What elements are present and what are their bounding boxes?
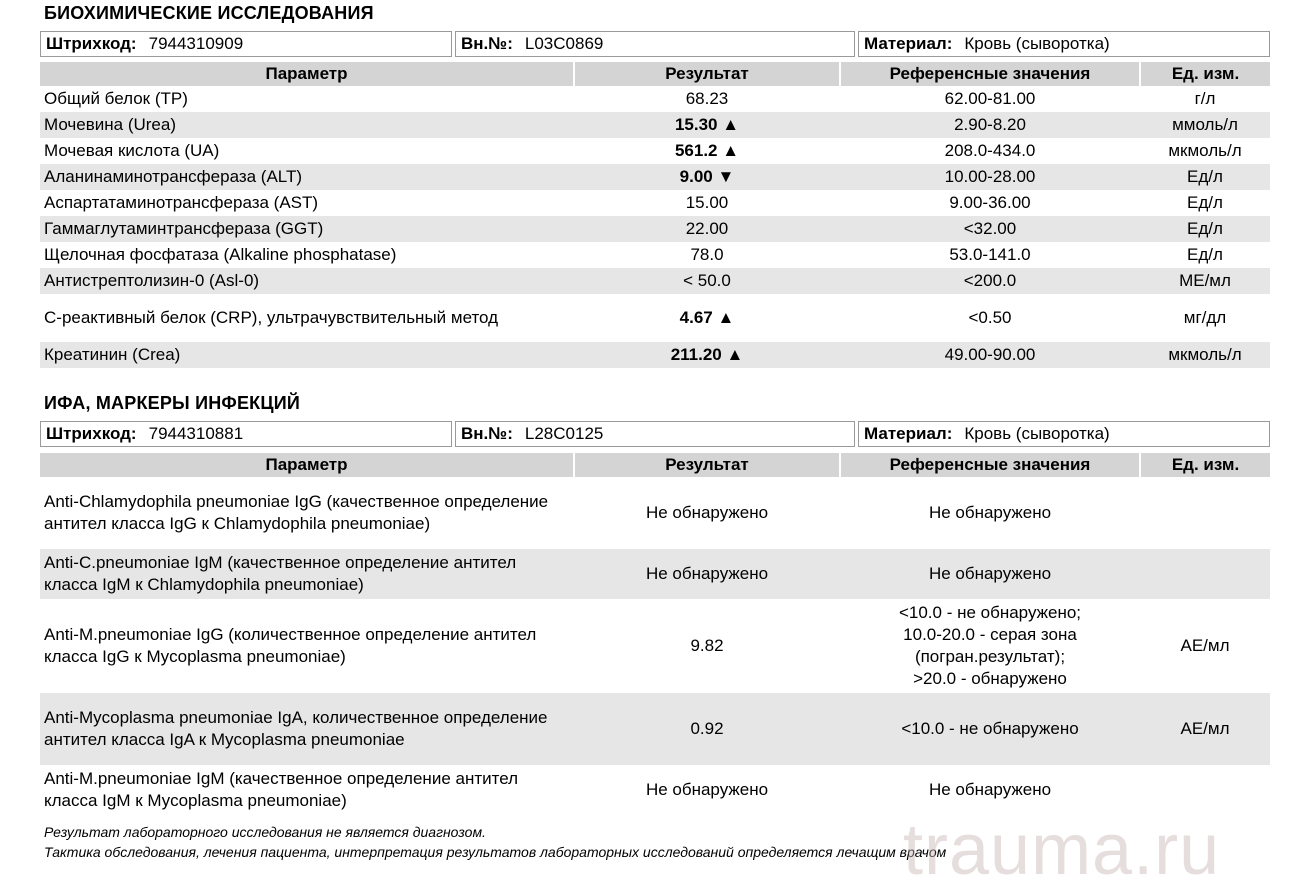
header-result: Результат	[574, 62, 840, 86]
result-cell: 22.00	[574, 216, 840, 242]
header-unit: Ед. изм.	[1140, 62, 1270, 86]
material-label: Материал:	[864, 34, 953, 53]
param-cell: Anti-Chlamydophila pneumoniae IgG (качественное определение антител класса IgG к Chlamydophila pneumoniae)	[44, 492, 549, 533]
result-cell: 211.20 ▲	[574, 342, 840, 368]
biochem-table	[40, 62, 1270, 368]
table-row	[40, 599, 1270, 693]
unit-cell: МЕ/мл	[1140, 268, 1270, 294]
param-cell: Anti-C.pneumoniae IgM (качественное определение антител класса IgM к Chlamydophila pneumoniae)	[40, 549, 574, 599]
table-row	[40, 693, 1270, 765]
unit-cell: мкмоль/л	[1168, 141, 1242, 160]
unit-cell: ммоль/л	[1140, 112, 1270, 138]
disclaimer-note-2: Тактика обследования, лечения пациента, интерпретация результатов лабораторных исследований определяется лечащим врачом	[44, 844, 947, 860]
unit-cell: Ед/л	[1140, 216, 1270, 242]
header-result: Результат	[574, 453, 840, 477]
table-header-row	[40, 453, 1270, 477]
biochem-table-body	[40, 86, 1270, 368]
param-cell: Общий белок (TP)	[44, 89, 188, 108]
barcode-label: Штрихкод:	[46, 424, 137, 443]
barcode-box-biochem	[40, 31, 452, 57]
param-cell: Аланинаминотрансфераза (ALT)	[40, 164, 574, 190]
table-row	[40, 216, 1270, 242]
table-row	[40, 242, 1270, 268]
header-ref: Референсные значения	[840, 453, 1140, 477]
table-row	[40, 268, 1270, 294]
infections-table-body	[40, 477, 1270, 815]
header-unit: Ед. изм.	[1140, 453, 1270, 477]
barcode-value: 7944310909	[148, 34, 244, 53]
ref-cell: <10.0 - не обнаружено	[840, 693, 1140, 765]
result-cell: < 50.0	[574, 268, 840, 294]
param-cell: Anti-Mycoplasma pneumoniae IgA, количественное определение антител класса IgA к Mycoplasma pneumoniae	[40, 693, 574, 765]
unit-cell	[1140, 765, 1270, 815]
barcode-box-infections	[40, 421, 452, 447]
param-cell: Мочевина (Urea)	[40, 112, 574, 138]
material-box-biochem	[858, 31, 1270, 57]
result-cell: 68.23	[685, 89, 729, 108]
result-cell: 9.82	[690, 636, 724, 655]
result-cell: 9.00 ▼	[574, 164, 840, 190]
inner-no-value: L03C0869	[524, 34, 604, 53]
material-label: Материал:	[864, 424, 953, 443]
ref-cell: <32.00	[840, 216, 1140, 242]
unit-cell: АЕ/мл	[1140, 693, 1270, 765]
param-cell: Гаммаглутаминтрансфераза (GGT)	[40, 216, 574, 242]
table-row	[40, 164, 1270, 190]
unit-cell: Ед/л	[1187, 245, 1223, 264]
table-row	[40, 342, 1270, 368]
header-param: Параметр	[40, 453, 574, 477]
barcode-value: 7944310881	[148, 424, 244, 443]
ref-cell: Не обнаружено	[928, 503, 1052, 522]
infections-table	[40, 453, 1270, 815]
table-header-row	[40, 62, 1270, 86]
param-cell: Мочевая кислота (UA)	[44, 141, 220, 160]
section-title-infections: ИФА, МАРКЕРЫ ИНФЕКЦИЙ	[44, 393, 300, 413]
ref-cell: 2.90-8.20	[840, 112, 1140, 138]
watermark: trauma.ru	[903, 810, 1221, 890]
result-cell: 561.2 ▲	[674, 141, 740, 160]
ref-cell: 208.0-434.0	[944, 141, 1036, 160]
inner-no-label: Вн.№:	[461, 34, 513, 53]
result-cell: 15.30 ▲	[574, 112, 840, 138]
unit-cell: мкмоль/л	[1140, 342, 1270, 368]
inner-no-label: Вн.№:	[461, 424, 513, 443]
unit-cell	[1140, 477, 1270, 549]
param-cell: Антистрептолизин-0 (Asl-0)	[40, 268, 574, 294]
result-cell: 78.0	[690, 245, 724, 264]
result-cell: 15.00	[685, 193, 729, 212]
unit-cell	[1140, 549, 1270, 599]
result-cell: 0.92	[574, 693, 840, 765]
ref-cell: 53.0-141.0	[949, 245, 1031, 264]
ref-cell: <10.0 - не обнаружено; 10.0-20.0 - серая зона (погран.результат); >20.0 - обнаружено	[898, 603, 1082, 688]
unit-cell: Ед/л	[1140, 164, 1270, 190]
unit-cell: Ед/л	[1187, 193, 1223, 212]
param-cell: Креатинин (Crea)	[40, 342, 574, 368]
material-value: Кровь (сыворотка)	[964, 424, 1110, 443]
unit-cell: г/л	[1194, 89, 1216, 108]
material-box-infections	[858, 421, 1270, 447]
unit-cell: АЕ/мл	[1180, 636, 1230, 655]
material-value: Кровь (сыворотка)	[964, 34, 1110, 53]
inner-no-box-biochem	[455, 31, 855, 57]
result-cell: 4.67 ▲	[679, 308, 735, 327]
ref-cell: <0.50	[968, 308, 1012, 327]
ref-cell: 62.00-81.00	[944, 89, 1036, 108]
table-row	[40, 190, 1270, 216]
result-cell: Не обнаружено	[645, 780, 769, 799]
inner-no-box-infections	[455, 421, 855, 447]
ref-cell: Не обнаружено	[840, 549, 1140, 599]
param-cell: Щелочная фосфатаза (Alkaline phosphatase)	[44, 245, 397, 264]
unit-cell: мг/дл	[1183, 308, 1227, 327]
table-row	[40, 138, 1270, 164]
result-cell: Не обнаружено	[574, 549, 840, 599]
header-param: Параметр	[40, 62, 574, 86]
ref-cell: <200.0	[840, 268, 1140, 294]
param-cell: C-реактивный белок (CRP), ультрачувствительный метод	[44, 308, 499, 327]
table-row	[40, 477, 1270, 549]
table-row	[40, 294, 1270, 342]
result-cell: Не обнаружено	[645, 503, 769, 522]
ref-cell: 10.00-28.00	[840, 164, 1140, 190]
ref-cell: 49.00-90.00	[840, 342, 1140, 368]
param-cell: Аспартатаминотрансфераза (AST)	[44, 193, 319, 212]
header-ref: Референсные значения	[840, 62, 1140, 86]
barcode-label: Штрихкод:	[46, 34, 137, 53]
table-row	[40, 765, 1270, 815]
param-cell: Anti-M.pneumoniae IgG (количественное определение антител класса IgG к Mycoplasma pneumoniae)	[44, 625, 537, 666]
table-row	[40, 549, 1270, 599]
param-cell: Anti-M.pneumoniae IgM (качественное определение антител класса IgM к Mycoplasma pneumoniae)	[44, 769, 519, 810]
ref-cell: Не обнаружено	[928, 780, 1052, 799]
ref-cell: 9.00-36.00	[949, 193, 1031, 212]
table-row	[40, 86, 1270, 112]
table-row	[40, 112, 1270, 138]
disclaimer-note-1: Результат лабораторного исследования не является диагнозом.	[44, 824, 486, 840]
inner-no-value: L28C0125	[524, 424, 604, 443]
section-title-biochem: БИОХИМИЧЕСКИЕ ИССЛЕДОВАНИЯ	[44, 3, 374, 23]
